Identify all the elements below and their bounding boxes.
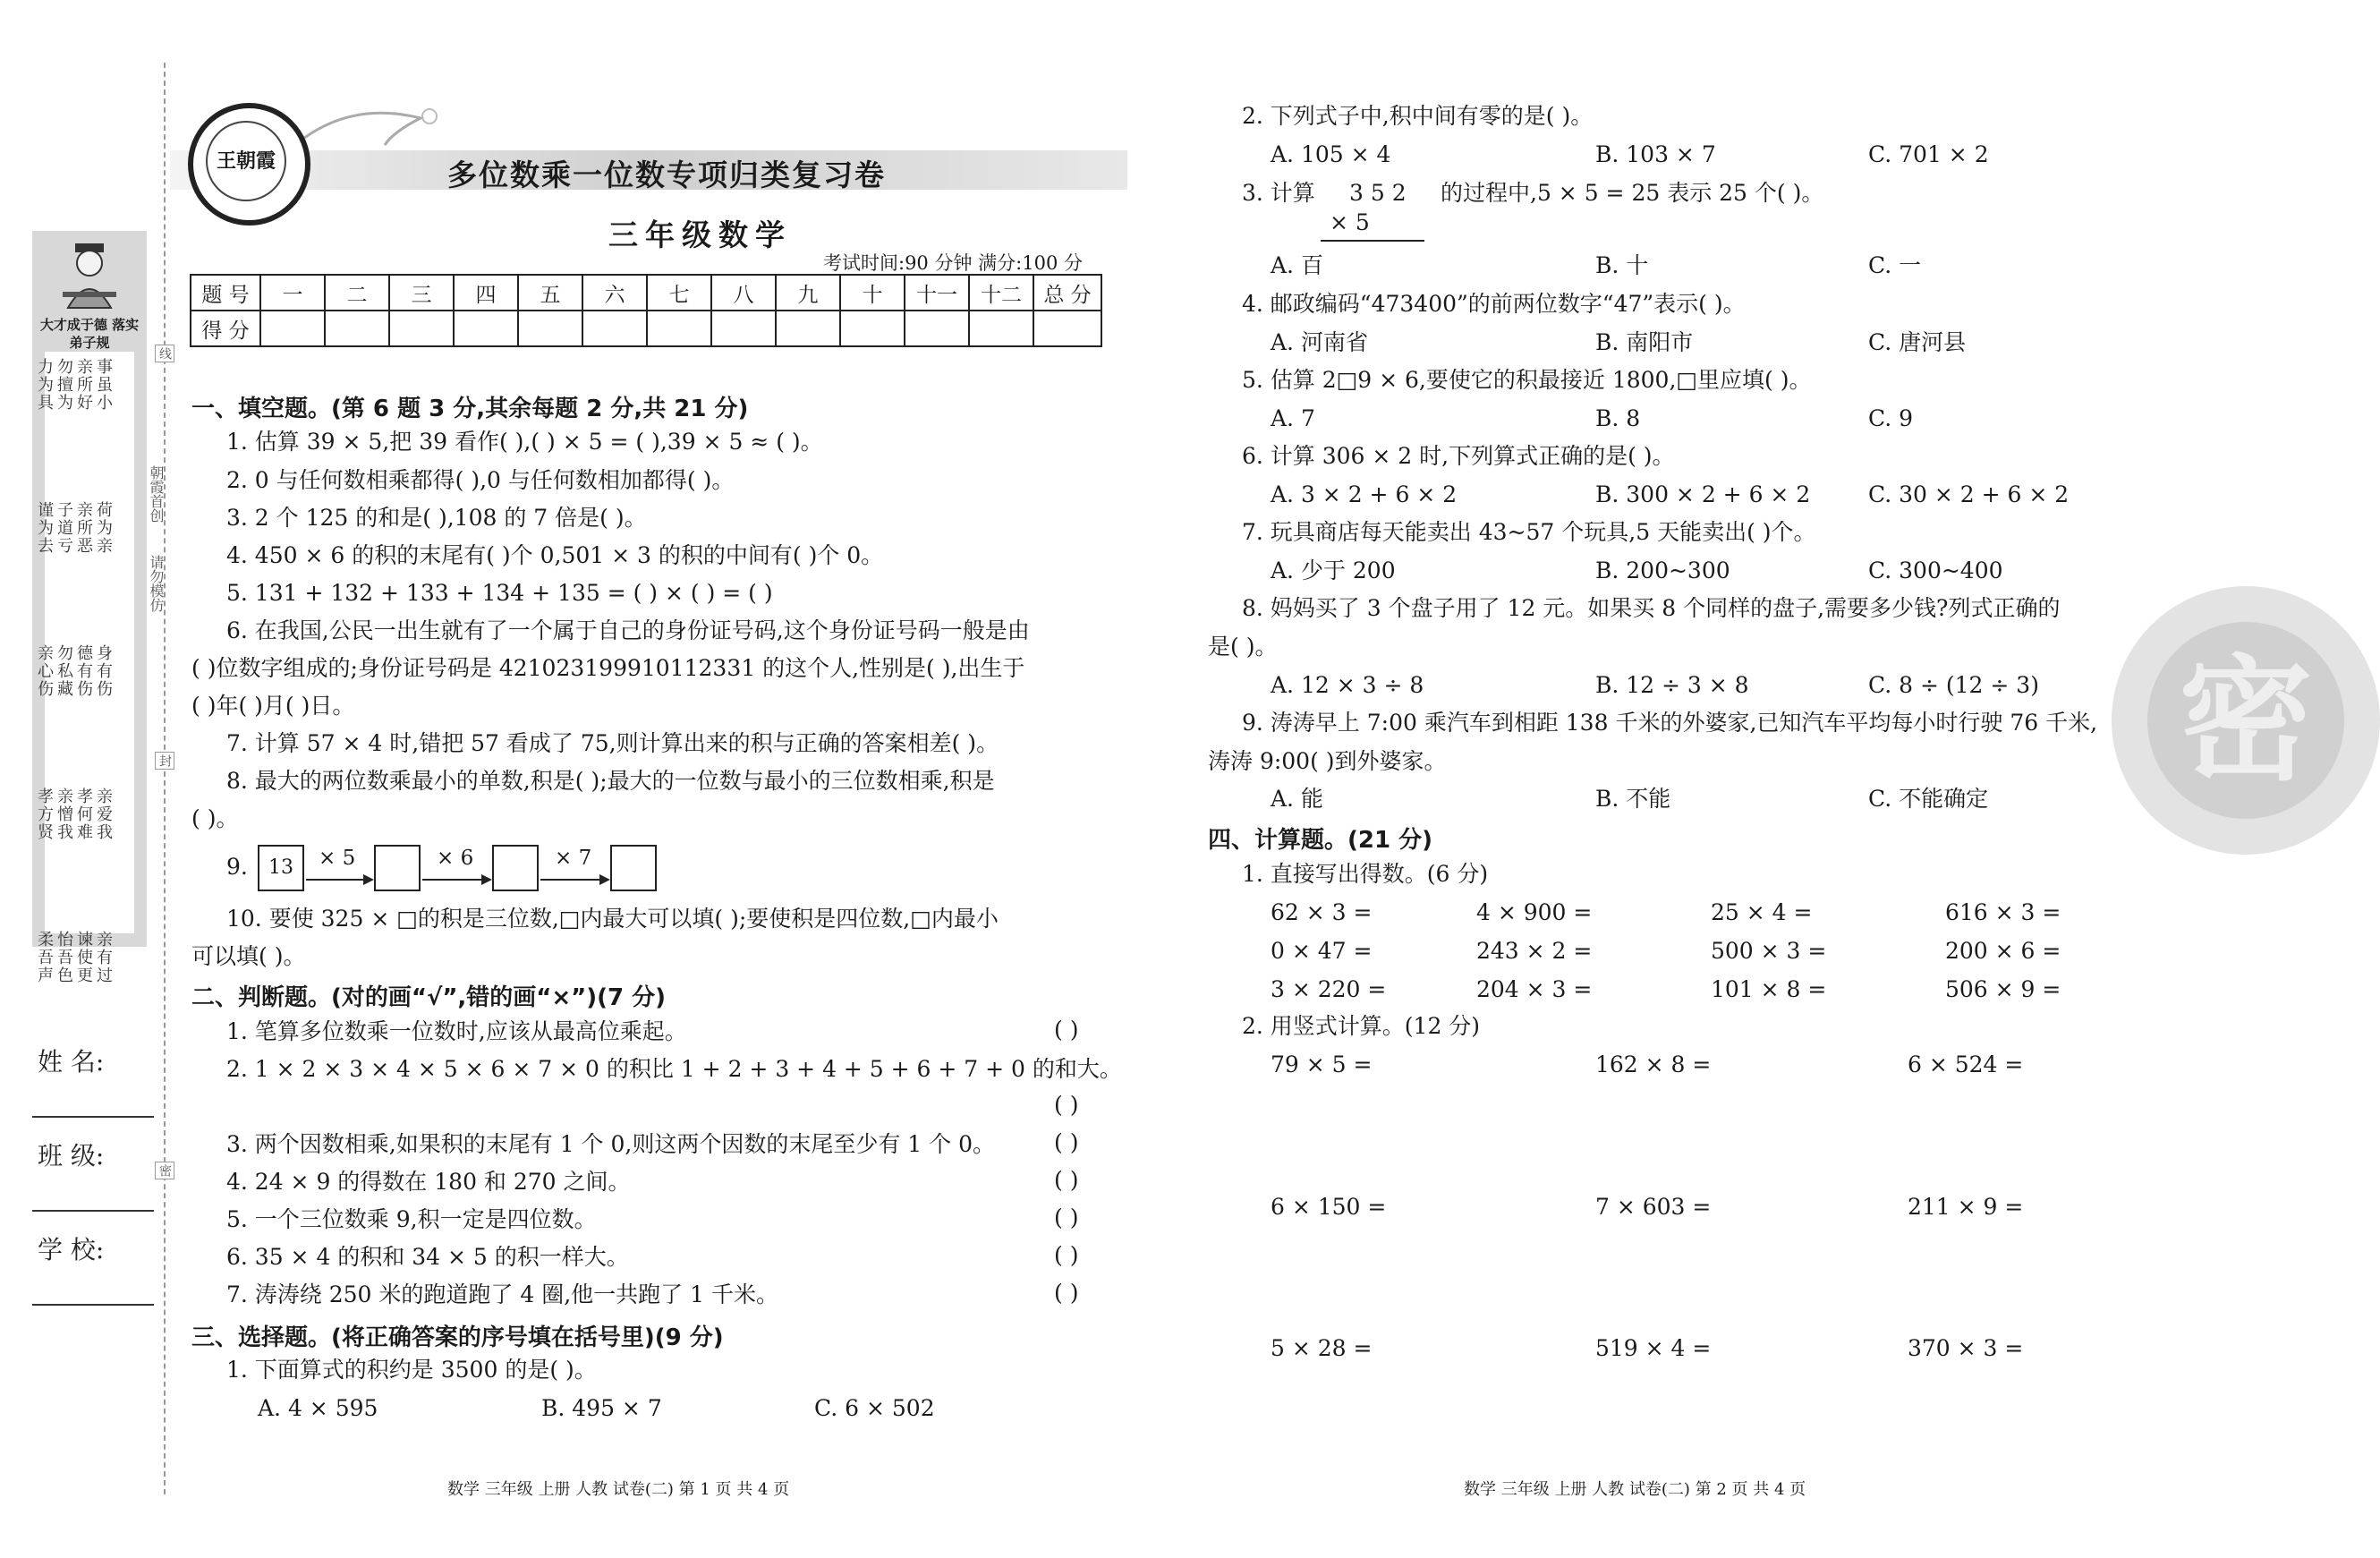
name-field[interactable] — [32, 1116, 154, 1118]
s3-q1: 1. 下面算式的积约是 3500 的是( )。 — [226, 1357, 597, 1383]
sidebar-motto: 大才成于德 落实弟子规 — [39, 317, 140, 351]
judge-item: 5. 一个三位数乘 9,积一定是四位数。 — [226, 1206, 597, 1232]
direct-calc-item: 616 × 3 = — [1945, 899, 2061, 925]
direct-calc-item: 506 × 9 = — [1945, 976, 2061, 1002]
verse-column: 孝方贤 — [35, 788, 54, 841]
class-field[interactable] — [32, 1210, 154, 1212]
brand-logo-text: 王朝霞 — [206, 121, 286, 201]
verse-column: 怡吾色 — [55, 931, 73, 984]
chain-box-start: 13 — [258, 845, 304, 891]
direct-calc-item: 3 × 220 = — [1271, 976, 1387, 1002]
section1-heading: 一、填空题。(第 6 题 3 分,其余每题 2 分,共 21 分) — [191, 396, 749, 422]
vertical-calc-item: 7 × 603 = — [1595, 1194, 1712, 1220]
judge-answer-slot[interactable]: ( ) — [1054, 1129, 1079, 1155]
score-section-header: 四 — [454, 275, 518, 311]
s3-q4-opt-c: C. 唐河县 — [1868, 329, 1967, 355]
score-table — [190, 274, 1102, 347]
verse-column: 荷为亲 — [94, 501, 113, 555]
judge-item: 4. 24 × 9 的得数在 180 和 270 之间。 — [226, 1169, 631, 1195]
vertical-bottom: × 5 — [1330, 209, 1370, 235]
s3-q8-opt-b: B. 12 ÷ 3 × 8 — [1595, 672, 1749, 698]
score-label-points: 得 分 — [191, 311, 260, 346]
judge-answer-slot[interactable]: ( ) — [1054, 1242, 1079, 1268]
s3-q1-opt-c: C. 6 × 502 — [814, 1395, 935, 1421]
score-cell[interactable] — [905, 311, 969, 346]
s3-q6: 6. 计算 306 × 2 时,下列算式正确的是( )。 — [1242, 443, 1675, 469]
judge-item: 3. 两个因数相乘,如果积的末尾有 1 个 0,则这两个因数的末尾至少有 1 个 0。 — [226, 1131, 995, 1157]
verse-column: 亲所恶 — [74, 501, 93, 555]
chain-arrow-3 — [540, 879, 608, 881]
s3-q7-opt-a: A. 少于 200 — [1271, 558, 1396, 583]
vertical-calc-item: 519 × 4 = — [1595, 1335, 1712, 1361]
score-section-header: 九 — [776, 275, 840, 311]
s1-q6b: ( )位数字组成的;身份证号码是 421023199910112331 的这个人,性别是( ),出生于 — [191, 655, 1025, 681]
s3-q3a: 3. 计算 — [1242, 180, 1315, 206]
s3-q8b: 是( )。 — [1208, 634, 1278, 660]
verse-column: 孝何难 — [74, 788, 93, 841]
brand-logo — [188, 103, 310, 226]
score-section-header: 十二 — [969, 275, 1033, 311]
score-section-header: 三 — [389, 275, 454, 311]
s3-q4-opt-a: A. 河南省 — [1271, 329, 1368, 355]
verse-column: 亲所好 — [74, 358, 93, 412]
s1-q8b: ( )。 — [191, 805, 239, 831]
judge-answer-slot[interactable]: ( ) — [1054, 1280, 1079, 1306]
chain-box-1[interactable] — [374, 845, 421, 891]
s1-q2: 2. 0 与任何数相乘都得( ),0 与任何数相加都得( )。 — [226, 467, 735, 493]
score-cell[interactable] — [389, 311, 454, 346]
footer-left: 数学 三年级 上册 人教 试卷(二) 第 1 页 共 4 页 — [447, 1480, 790, 1499]
s3-q6-opt-b: B. 300 × 2 + 6 × 2 — [1595, 481, 1811, 507]
s3-q9-opt-b: B. 不能 — [1595, 786, 1671, 812]
verse-column: 谨为去 — [35, 501, 54, 555]
watermark-glyph: 密 — [2147, 622, 2344, 819]
vertical-calc-item: 211 × 9 = — [1908, 1194, 2024, 1220]
vertical-calc-item: 6 × 150 = — [1271, 1194, 1387, 1220]
exam-info: 考试时间:90 分钟 满分:100 分 — [823, 252, 1083, 274]
direct-calc-item: 243 × 2 = — [1476, 938, 1593, 964]
verse-column: 力为具 — [35, 358, 54, 412]
s3-q2-opt-a: A. 105 × 4 — [1271, 141, 1391, 167]
vertical-rule — [1321, 240, 1424, 242]
direct-calc-item: 200 × 6 = — [1945, 938, 2061, 964]
s3-q6-opt-a: A. 3 × 2 + 6 × 2 — [1271, 481, 1458, 507]
s3-q9b: 涛涛 9:00( )到外婆家。 — [1208, 748, 1447, 774]
s3-q3-opt-a: A. 百 — [1271, 252, 1323, 278]
verse-column: 德有伤 — [74, 644, 93, 698]
verse-column: 身有伤 — [94, 644, 113, 698]
chain-box-2[interactable] — [492, 845, 539, 891]
cut-mark-seal: 封 — [155, 752, 174, 770]
s3-q7-opt-c: C. 300~400 — [1868, 558, 2003, 583]
s1-q4: 4. 450 × 6 的积的末尾有( )个 0,501 × 3 的积的中间有( )个 0。 — [226, 542, 884, 568]
section4-heading: 四、计算题。(21 分) — [1208, 827, 1432, 854]
section2-heading: 二、判断题。(对的画“√”,错的画“×”)(7 分) — [191, 984, 667, 1011]
s3-q9-opt-a: A. 能 — [1271, 786, 1323, 812]
s1-q5: 5. 131 + 132 + 133 + 134 + 135 = ( ) × ( ) = ( ) — [226, 580, 773, 606]
score-cell[interactable] — [582, 311, 647, 346]
s3-q2-opt-b: B. 103 × 7 — [1595, 141, 1716, 167]
judge-item: 7. 涛涛绕 250 米的跑道跑了 4 圈,他一共跑了 1 千米。 — [226, 1281, 778, 1307]
score-cell[interactable] — [454, 311, 518, 346]
score-section-header: 二 — [325, 275, 389, 311]
s3-q5: 5. 估算 2□9 × 6,要使它的积最接近 1800,□里应填( )。 — [1242, 367, 1812, 393]
verse-column: 勿擅为 — [55, 358, 73, 412]
score-cell[interactable] — [647, 311, 711, 346]
vertical-calc-item: 162 × 8 = — [1595, 1051, 1712, 1077]
chain-op-1: × 5 — [319, 847, 356, 870]
chain-arrow-1 — [306, 879, 372, 881]
s3-q4: 4. 邮政编码“473400”的前两位数字“47”表示( )。 — [1242, 291, 1746, 317]
s1-q7: 7. 计算 57 × 4 时,错把 57 看成了 75,则计算出来的积与正确的答案相差( )。 — [226, 730, 999, 756]
s3-q9a: 9. 涛涛早上 7:00 乘汽车到相距 138 千米的外婆家,已知汽车平均每小时行驶 76 千米, — [1242, 710, 2098, 736]
s3-q3-opt-b: B. 十 — [1595, 252, 1649, 278]
s1-q9-label: 9. — [226, 854, 248, 880]
direct-calc-item: 101 × 8 = — [1711, 976, 1827, 1002]
direct-calc-item: 0 × 47 = — [1271, 938, 1373, 964]
s1-q6c: ( )年( )月( )日。 — [191, 693, 355, 719]
verse-column: 柔吾声 — [35, 931, 54, 984]
judge-answer-slot[interactable]: ( ) — [1054, 1092, 1079, 1118]
s1-q10b: 可以填( )。 — [191, 943, 306, 969]
s3-q5-opt-a: A. 7 — [1271, 405, 1315, 431]
s1-q8a: 8. 最大的两位数乘最小的单数,积是( );最大的一位数与最小的三位数相乘,积是 — [226, 768, 995, 794]
s3-q3-opt-c: C. 一 — [1868, 252, 1922, 278]
score-cell[interactable] — [711, 311, 776, 346]
chain-op-2: × 6 — [437, 847, 474, 870]
judge-answer-slot[interactable]: ( ) — [1054, 1205, 1079, 1230]
direct-calc-item: 500 × 3 = — [1711, 938, 1827, 964]
s1-q6a: 6. 在我国,公民一出生就有了一个属于自己的身份证号码,这个身份证号码一般是由 — [226, 617, 1030, 643]
s3-q5-opt-c: C. 9 — [1868, 405, 1914, 431]
score-label-question: 题 号 — [191, 275, 260, 311]
s3-q4-opt-b: B. 南阳市 — [1595, 329, 1694, 355]
verse-column: 亲有过 — [94, 931, 113, 984]
s3-q7-opt-b: B. 200~300 — [1595, 558, 1730, 583]
footer-right: 数学 三年级 上册 人教 试卷(二) 第 2 页 共 4 页 — [1464, 1480, 1806, 1499]
s3-q9-opt-c: C. 不能确定 — [1868, 786, 1989, 812]
s3-q5-opt-b: B. 8 — [1595, 405, 1641, 431]
judge-answer-slot[interactable]: ( ) — [1054, 1167, 1079, 1193]
name-label: 姓 名: — [38, 1047, 105, 1077]
score-cell[interactable] — [325, 311, 389, 346]
s4-sub2: 2. 用竖式计算。(12 分) — [1242, 1013, 1481, 1039]
judge-answer-slot[interactable]: ( ) — [1054, 1017, 1079, 1043]
s1-q3: 3. 2 个 125 的和是( ),108 的 7 倍是( )。 — [226, 505, 647, 531]
vertical-calc-item: 370 × 3 = — [1908, 1335, 2024, 1361]
score-cell[interactable] — [1033, 311, 1101, 346]
secret-watermark — [2112, 586, 2380, 855]
score-input-row — [191, 311, 1101, 346]
score-cell[interactable] — [260, 311, 325, 346]
chain-box-3[interactable] — [610, 845, 657, 891]
paper-title: 多位数乘一位数专项归类复习卷 — [447, 158, 886, 192]
s3-q2: 2. 下列式子中,积中间有零的是( )。 — [1242, 103, 1594, 129]
cut-mark-line: 线 — [155, 345, 174, 362]
direct-calc-item: 25 × 4 = — [1711, 899, 1813, 925]
verse-column: 子道亏 — [55, 501, 73, 555]
s3-q1-opt-b: B. 495 × 7 — [541, 1395, 662, 1421]
s3-q1-opt-a: A. 4 × 595 — [258, 1395, 378, 1421]
verse-column: 勿私藏 — [55, 644, 73, 698]
direct-calc-item: 62 × 3 = — [1271, 899, 1373, 925]
score-section-header: 七 — [647, 275, 711, 311]
score-section-header: 一 — [260, 275, 325, 311]
class-label: 班 级: — [38, 1141, 105, 1171]
judge-item: 2. 1 × 2 × 3 × 4 × 5 × 6 × 7 × 0 的积比 1 + 2 + 3 + 4 + 5 + 6 + 7 + 0 的和大。 — [226, 1056, 1122, 1082]
score-section-header: 八 — [711, 275, 776, 311]
score-header-row — [191, 275, 1101, 311]
score-section-header: 五 — [518, 275, 582, 311]
paper-subtitle: 三年级数学 — [608, 217, 792, 252]
banner-ribbon — [295, 100, 438, 149]
vertical-calc-item: 79 × 5 = — [1271, 1051, 1373, 1077]
chain-op-3: × 7 — [555, 847, 592, 870]
binding-cut-line — [164, 63, 166, 1494]
score-cell[interactable] — [518, 311, 582, 346]
chain-arrow-2 — [422, 879, 490, 881]
s3-q3b: 的过程中,5 × 5 = 25 表示 25 个( )。 — [1441, 180, 1824, 206]
verse-column: 谏使更 — [74, 931, 93, 984]
direct-calc-item: 204 × 3 = — [1476, 976, 1593, 1002]
school-field[interactable] — [32, 1304, 154, 1306]
s3-q8-opt-c: C. 8 ÷ (12 ÷ 3) — [1868, 672, 2039, 698]
verse-column: 亲心伤 — [35, 644, 54, 698]
s3-q8-opt-a: A. 12 × 3 ÷ 8 — [1271, 672, 1424, 698]
s4-sub1: 1. 直接写出得数。(6 分) — [1242, 861, 1489, 887]
s3-q7: 7. 玩具商店每天能卖出 43~57 个玩具,5 天能卖出( )个。 — [1242, 519, 1816, 545]
s3-q8a: 8. 妈妈买了 3 个盘子用了 12 元。如果买 8 个同样的盘子,需要多少钱?列式正确的 — [1242, 595, 2061, 621]
verse-column: 亲憎我 — [55, 788, 73, 841]
s1-q1: 1. 估算 39 × 5,把 39 看作( ),( ) × 5 = ( ),39 × 5 ≈ ( )。 — [226, 429, 823, 455]
s1-q10a: 10. 要使 325 × □的积是三位数,□内最大可以填( );要使积是四位数,□内最小 — [226, 906, 999, 932]
score-cell[interactable] — [840, 311, 905, 346]
sidebar-verse-box — [45, 352, 134, 933]
section3-heading: 三、选择题。(将正确答案的序号填在括号里)(9 分) — [191, 1324, 724, 1351]
vertical-top: 3 5 2 — [1349, 180, 1407, 206]
s3-q2-opt-c: C. 701 × 2 — [1868, 141, 1989, 167]
direct-calc-item: 4 × 900 = — [1476, 899, 1593, 925]
seal-original: 朝霞首创 — [148, 465, 165, 523]
cut-mark-secret: 密 — [155, 1162, 174, 1179]
score-cell[interactable] — [776, 311, 840, 346]
judge-item: 6. 35 × 4 的积和 34 × 5 的积一样大。 — [226, 1244, 629, 1270]
judge-item: 1. 笔算多位数乘一位数时,应该从最高位乘起。 — [226, 1018, 687, 1044]
seal-no-copy: 请勿模仿 — [148, 555, 165, 612]
verse-column: 亲爱我 — [94, 788, 113, 841]
scholar-illustration — [59, 240, 120, 311]
s3-q6-opt-c: C. 30 × 2 + 6 × 2 — [1868, 481, 2070, 507]
score-cell[interactable] — [969, 311, 1033, 346]
verse-column: 事虽小 — [94, 358, 113, 412]
score-total-header: 总 分 — [1033, 275, 1101, 311]
school-label: 学 校: — [38, 1235, 105, 1264]
vertical-calc-item: 6 × 524 = — [1908, 1051, 2024, 1077]
score-section-header: 十 — [840, 275, 905, 311]
vertical-calc-item: 5 × 28 = — [1271, 1335, 1373, 1361]
score-section-header: 六 — [582, 275, 647, 311]
score-section-header: 十一 — [905, 275, 969, 311]
